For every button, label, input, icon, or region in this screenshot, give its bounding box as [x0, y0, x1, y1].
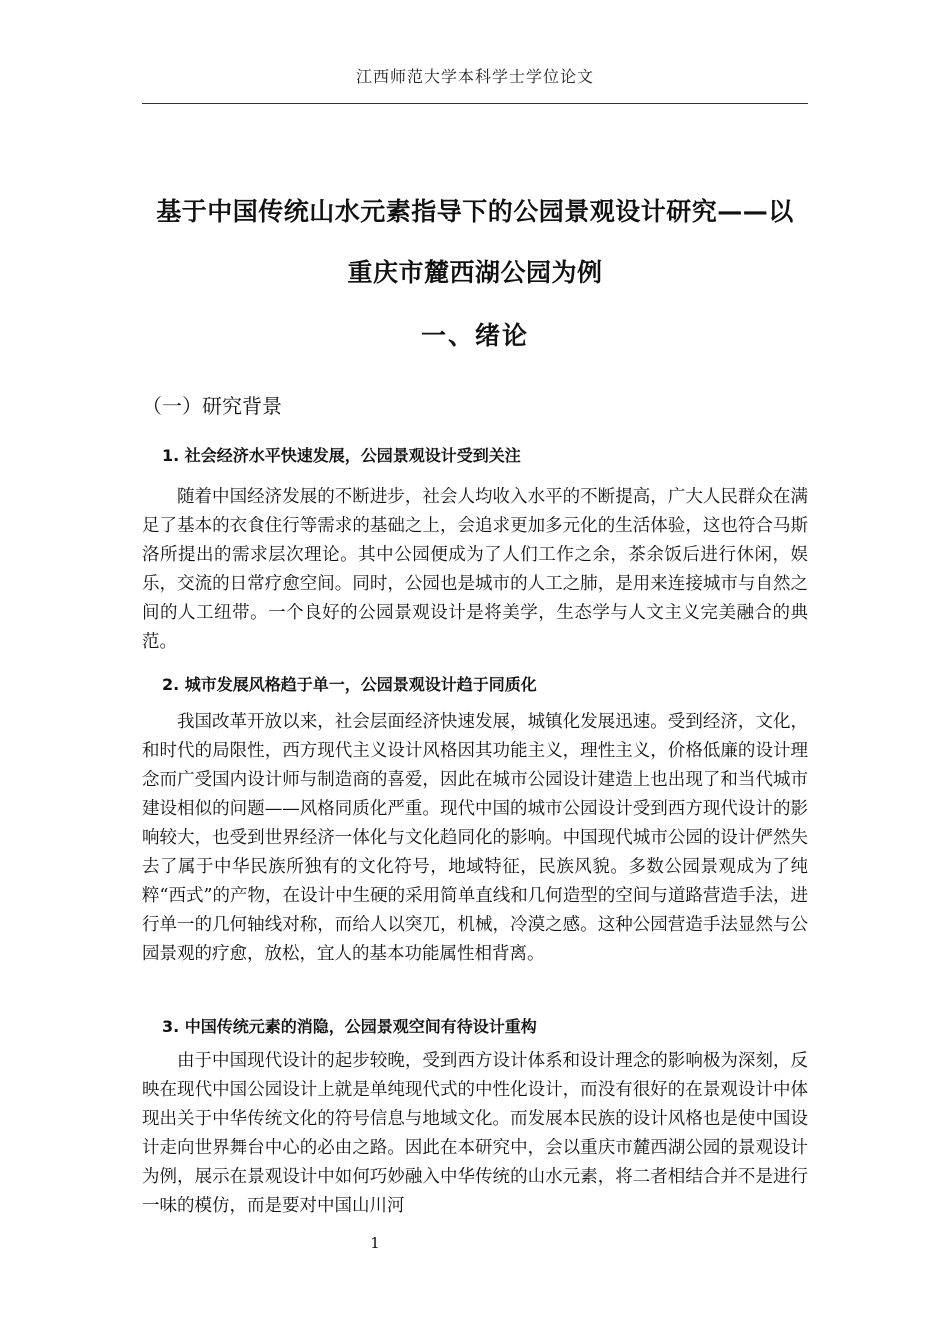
chapter-heading: 一、绪论	[420, 321, 529, 350]
section-heading: （一）研究背景	[142, 394, 282, 418]
page-number: 1	[370, 1234, 380, 1252]
subsection-heading-1: 1. 社会经济水平快速发展，公园景观设计受到关注	[162, 446, 521, 465]
thesis-title-line-1: 基于中国传统山水元素指导下的公园景观设计研究——以	[156, 197, 794, 226]
thesis-title-line-2: 重庆市麓西湖公园为例	[347, 258, 603, 287]
running-header: 江西师范大学本科学士学位论文	[355, 67, 594, 86]
subsection-heading-2: 2. 城市发展风格趋于单一，公园景观设计趋于同质化	[162, 675, 537, 694]
subsection-heading-3: 3. 中国传统元素的消隐，公园景观空间有待设计重构	[162, 1017, 537, 1036]
paragraph-1: 随着中国经济发展的不断进步，社会人均收入水平的不断提高，广大人民群众在满足了基本的衣食住行等需求的基础之上，会追求更加多元化的生活体验，这也符合马斯洛所提出的需求层次理论。其中公园便成为了人们工作之余，茶余饭后进行休闲，娱乐，交流的日常疗愈空间。同时，公园也是城市的人工之肺，是用来连接城市与自然之间的人工纽带。一个良好的公园景观设计是将美学，生态学与人文主义完美融合的典范。	[142, 487, 808, 652]
header-divider	[142, 103, 808, 104]
paragraph-3: 由于中国现代设计的起步较晚，受到西方设计体系和设计理念的影响极为深刻，反映在现代中国公园设计上就是单纯现代式的中性化设计，而没有很好的在景观设计中体现出关于中华传统文化的符号信息与地域文化。而发展本民族的设计风格也是使中国设计走向世界舞台中心的必由之路。因此在本研究中，会以重庆市麓西湖公园的景观设计为例，展示在景观设计中如何巧妙融入中华传统的山水元素，将二者相结合并不是进行一味的模仿，而是要对中国山川河	[142, 1051, 808, 1216]
paragraph-2: 我国改革开放以来，社会层面经济快速发展，城镇化发展迅速。受到经济，文化，和时代的局限性，西方现代主义设计风格因其功能主义，理性主义，价格低廉的设计理念而广受国内设计师与制造商的喜爱，因此在城市公园设计建造上也出现了和当代城市建设相似的问题——风格同质化严重。现代中国的城市公园设计受到西方现代设计的影响较大，也受到世界经济一体化与文化趋同化的影响。中国现代城市公园的设计俨然失去了属于中华民族所独有的文化符号，地域特征，民族风貌。多数公园景观成为了纯粹“西式”的产物，在设计中生硬的采用简单直线和几何造型的空间与道路营造手法，进行单一的几何轴线对称，而给人以突兀，机械，冷漠之感。这种公园营造手法显然与公园景观的疗愈，放松，宜人的基本功能属性相背离。	[142, 712, 808, 964]
